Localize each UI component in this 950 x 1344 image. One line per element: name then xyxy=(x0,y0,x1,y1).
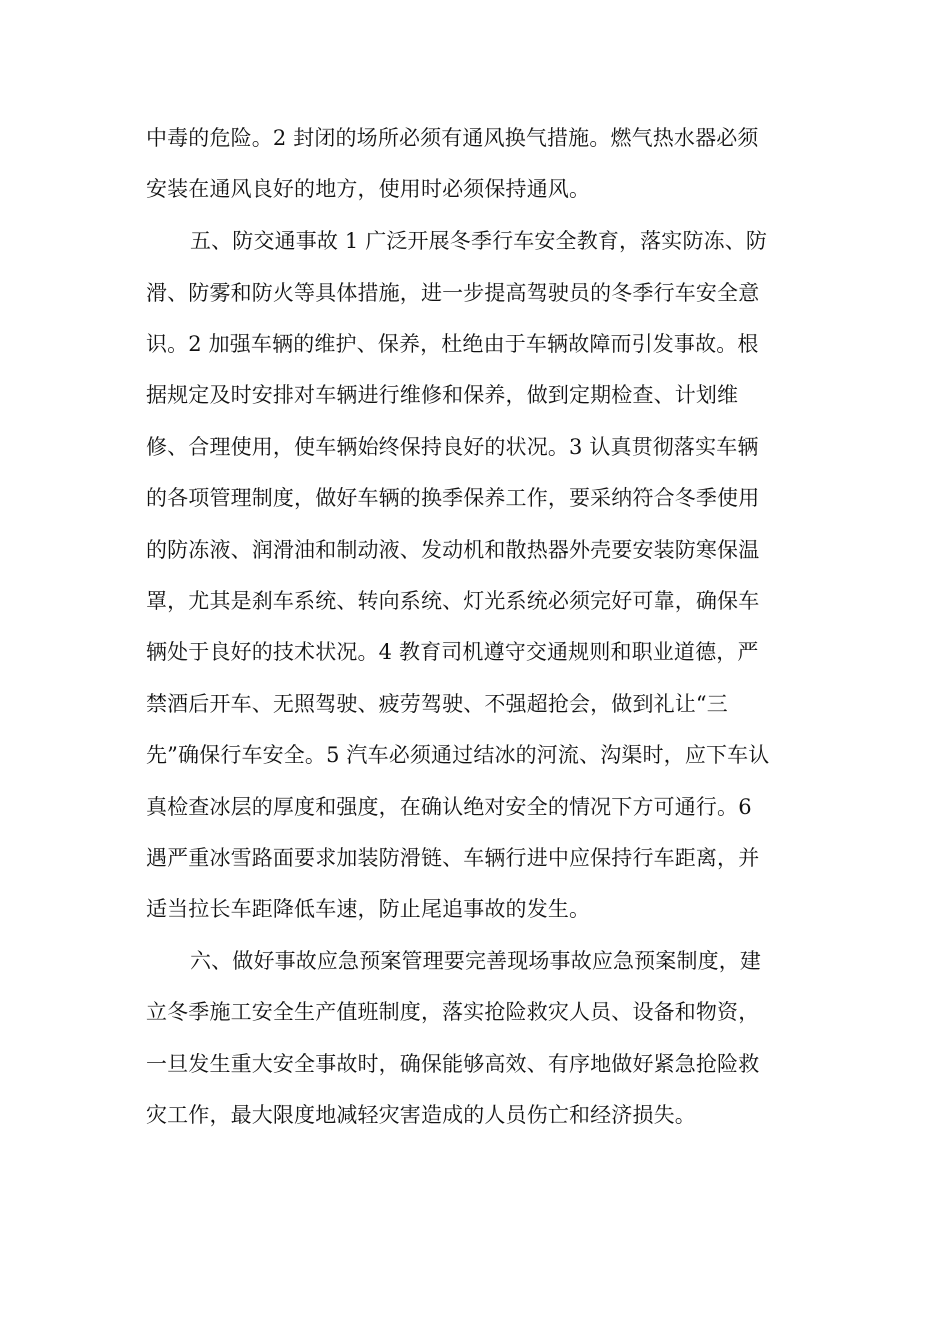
text-line: 禁酒后开车、无照驾驶、疲劳驾驶、不强超抢会，做到礼让“三 xyxy=(146,692,728,716)
text-line: 先”确保行车安全。5 汽车必须通过结冰的河流、沟渠时，应下车认 xyxy=(146,743,770,767)
text-line: 修、合理使用，使车辆始终保持良好的状况。3 认真贯彻落实车辆 xyxy=(146,435,759,459)
text-line: 安装在通风良好的地方，使用时必须保持通风。 xyxy=(146,177,591,201)
text-line: 适当拉长车距降低车速，防止尾追事故的发生。 xyxy=(146,897,591,921)
text-line: 立冬季施工安全生产值班制度，落实抢险救灾人员、设备和物资， xyxy=(146,1000,760,1024)
section-heading-line: 六、做好事故应急预案管理要完善现场事故应急预案制度，建 xyxy=(190,949,762,973)
text-line: 辆处于良好的技术状况。4 教育司机遵守交通规则和职业道德，严 xyxy=(146,640,759,664)
text-line: 一旦发生重大安全事故时，确保能够高效、有序地做好紧急抢险救 xyxy=(146,1052,760,1076)
text-line: 滑、防雾和防火等具体措施，进一步提高驾驶员的冬季行车安全意 xyxy=(146,281,760,305)
section-heading-line: 五、防交通事故 1 广泛开展冬季行车安全教育，落实防冻、防 xyxy=(190,229,768,253)
text-line: 的防冻液、润滑油和制动液、发动机和散热器外壳要安装防寒保温 xyxy=(146,538,760,562)
text-line: 据规定及时安排对车辆进行维修和保养，做到定期检查、计划维 xyxy=(146,383,739,407)
text-line: 的各项管理制度，做好车辆的换季保养工作，要采纳符合冬季使用 xyxy=(146,486,760,510)
text-line: 罩，尤其是刹车系统、转向系统、灯光系统必须完好可靠，确保车 xyxy=(146,589,760,613)
text-line: 遇严重冰雪路面要求加装防滑链、车辆行进中应保持行车距离，并 xyxy=(146,846,760,870)
text-line: 识。2 加强车辆的维护、保养，杜绝由于车辆故障而引发事故。根 xyxy=(146,332,759,356)
text-line: 真检查冰层的厚度和强度，在确认绝对安全的情况下方可通行。6 xyxy=(146,795,752,819)
text-line: 灾工作，最大限度地减轻灾害造成的人员伤亡和经济损失。 xyxy=(146,1103,696,1127)
text-line: 中毒的危险。2 封闭的场所必须有通风换气措施。燃气热水器必须 xyxy=(146,126,759,150)
